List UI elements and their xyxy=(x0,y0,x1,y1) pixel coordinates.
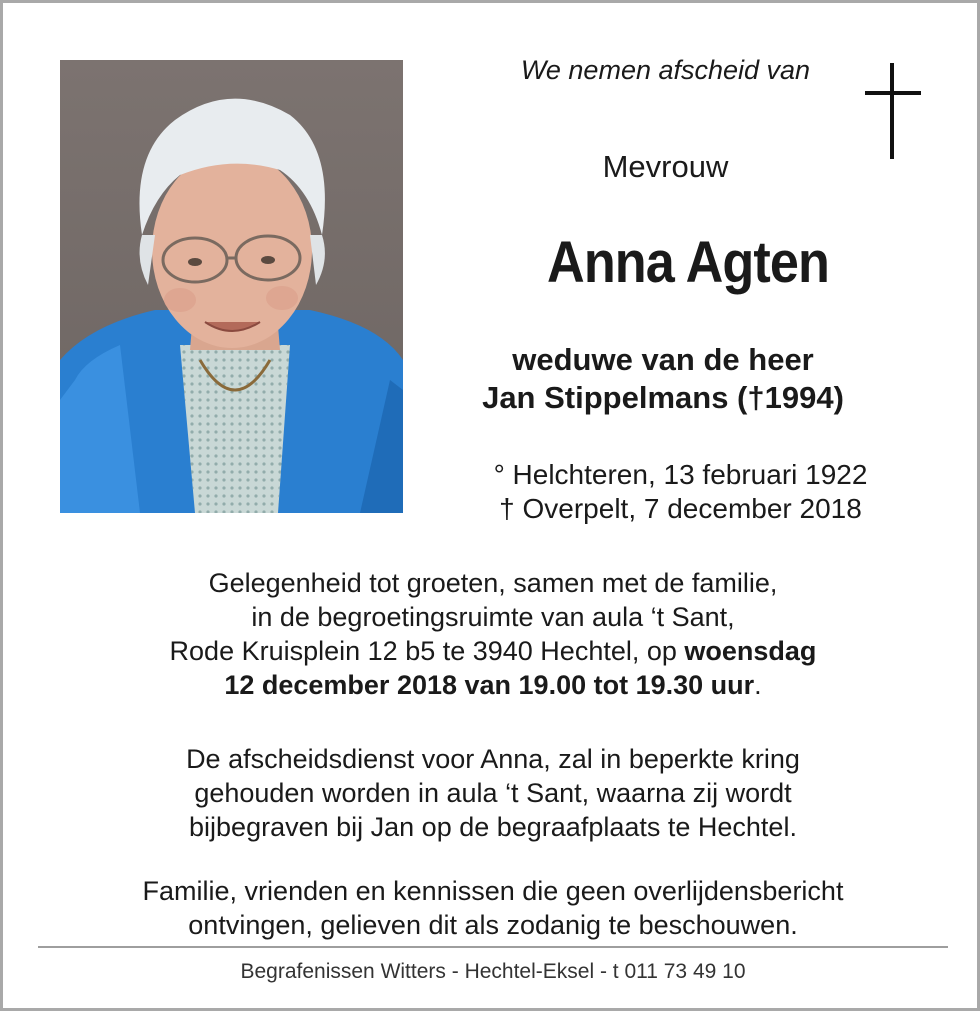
visitation-paragraph xyxy=(43,566,943,702)
visitation-line-2: in de begroetingsruimte van aula ‘t Sant, xyxy=(251,602,735,632)
closing-line-1: Familie, vrienden en kennissen die geen overlijdensbericht xyxy=(142,876,844,906)
visitation-line-4 xyxy=(43,668,943,702)
intro-text: We nemen afscheid van xyxy=(520,55,811,85)
visitation-period: . xyxy=(754,670,762,700)
service-line-2: gehouden worden in aula ‘t Sant, waarna zij wordt xyxy=(194,778,792,808)
visitation-line-3 xyxy=(43,634,943,668)
visitation-datetime: 12 december 2018 van 19.00 tot 19.30 uur xyxy=(224,670,755,700)
deceased-name: Anna Agten xyxy=(547,230,829,295)
service-paragraph xyxy=(43,742,943,844)
widow-statement xyxy=(433,341,893,417)
widow-line-1: weduwe van de heer xyxy=(512,342,814,377)
life-dates xyxy=(443,458,918,526)
honorific: Mevrouw xyxy=(602,149,729,184)
closing-paragraph xyxy=(43,874,943,942)
portrait-illustration xyxy=(60,60,403,513)
death-date: † Overpelt, 7 december 2018 xyxy=(499,493,862,524)
footer-divider xyxy=(38,946,948,948)
visitation-day: woensdag xyxy=(684,636,817,666)
service-line-1: De afscheidsdienst voor Anna, zal in beperkte kring xyxy=(186,744,800,774)
funeral-home-footer: Begrafenissen Witters - Hechtel-Eksel - t 011 73 49 10 xyxy=(240,960,746,983)
birth-date: ° Helchteren, 13 februari 1922 xyxy=(493,459,868,490)
portrait-photo xyxy=(60,60,403,513)
widow-line-2: Jan Stippelmans (†1994) xyxy=(482,380,844,415)
visitation-line-1: Gelegenheid tot groeten, samen met de familie, xyxy=(208,568,778,598)
closing-line-2: ontvingen, gelieven dit als zodanig te beschouwen. xyxy=(188,910,798,940)
service-line-3: bijbegraven bij Jan op de begraafplaats te Hechtel. xyxy=(189,812,797,842)
visitation-address: Rode Kruisplein 12 b5 te 3940 Hechtel, op xyxy=(169,636,685,666)
